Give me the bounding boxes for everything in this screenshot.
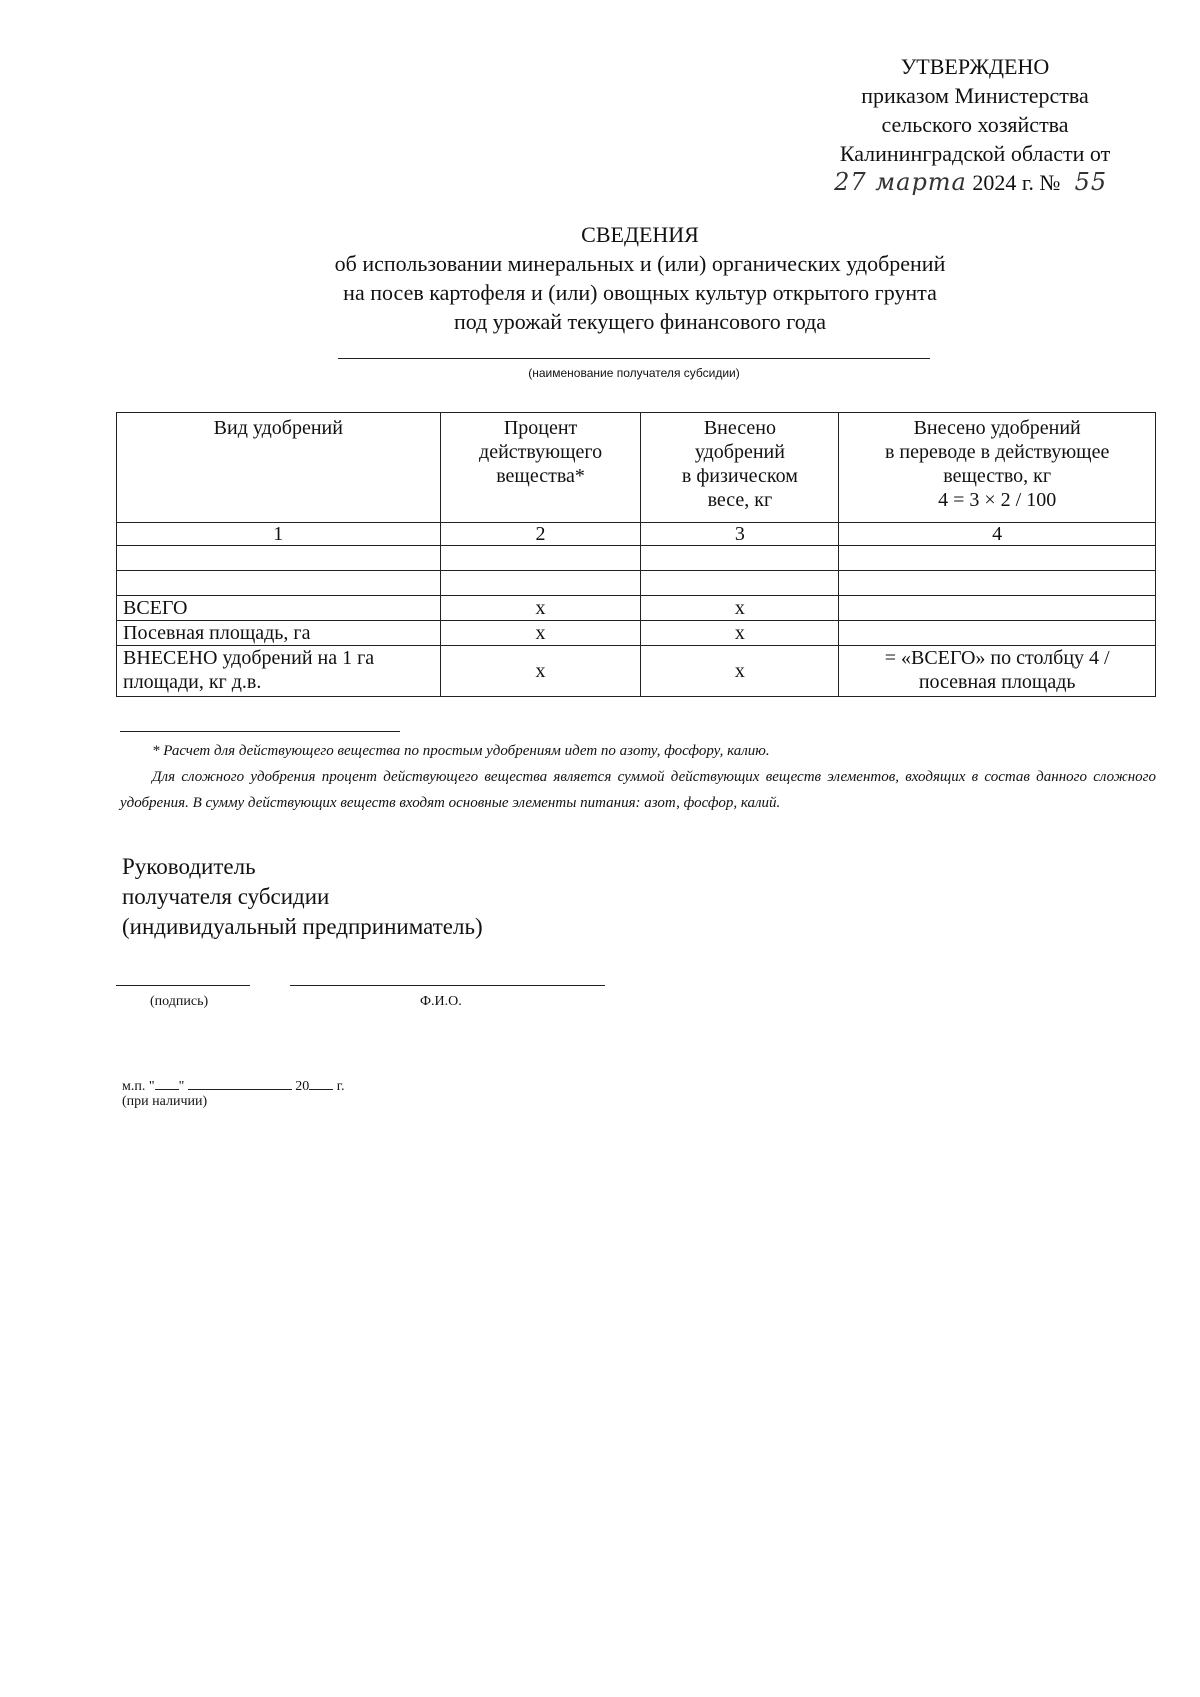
title-line-3: под урожай текущего финансового года	[453, 309, 827, 334]
header-text: 4 = 3 × 2 / 100	[938, 489, 1057, 511]
table-row-total	[117, 596, 1156, 621]
document-title	[240, 220, 1040, 336]
header-cell	[641, 413, 839, 523]
value-cell[interactable]	[839, 621, 1156, 646]
header-text: вещество, кг	[943, 465, 1052, 487]
signatory-block	[122, 852, 483, 942]
table-empty-row	[117, 571, 1156, 596]
title-line-1: об использовании минеральных и (или) органических удобрений	[334, 251, 946, 276]
stamp-date-line	[122, 1076, 344, 1096]
header-text: Внесено удобрений	[913, 417, 1081, 439]
year-field[interactable]	[309, 1076, 333, 1090]
row-label: ВСЕГО	[117, 596, 441, 621]
cross-mark: х	[641, 621, 839, 646]
empty-cell[interactable]	[839, 571, 1156, 596]
cross-mark: х	[440, 621, 641, 646]
cross-mark: х	[440, 646, 641, 697]
approval-year: 2024 г. №	[972, 170, 1061, 195]
cross-mark: х	[641, 646, 839, 697]
month-field[interactable]	[188, 1076, 292, 1090]
year-suffix: г.	[336, 1079, 345, 1094]
table-index-row	[117, 523, 1156, 546]
quote-close: "	[178, 1079, 185, 1094]
table-header-row	[117, 413, 1156, 523]
approval-date-line	[810, 168, 1140, 197]
table-row-per-hectare	[117, 646, 1156, 697]
table-empty-row	[117, 546, 1156, 571]
header-cell	[440, 413, 641, 523]
cross-mark: х	[641, 596, 839, 621]
header-cell	[117, 413, 441, 523]
title-heading: СВЕДЕНИЯ	[581, 222, 699, 247]
fertilizer-table	[116, 412, 1156, 697]
empty-cell[interactable]	[440, 571, 641, 596]
index-cell: 2	[440, 523, 641, 546]
header-text: в физическом	[681, 465, 798, 487]
cross-mark: х	[440, 596, 641, 621]
footnote-rule	[120, 731, 400, 732]
stamp-note: (при наличии)	[122, 1094, 208, 1109]
formula-cell	[839, 646, 1156, 697]
empty-cell[interactable]	[440, 546, 641, 571]
approval-block	[810, 52, 1140, 197]
approval-line-3: Калининградской области от	[839, 141, 1111, 166]
value-cell[interactable]	[839, 596, 1156, 621]
row-label-line: площади, кг д.в.	[123, 671, 262, 693]
index-cell: 4	[839, 523, 1156, 546]
empty-cell[interactable]	[117, 571, 441, 596]
formula-line: посевная площадь	[918, 671, 1076, 693]
header-text: в переводе в действующее	[884, 441, 1110, 463]
empty-cell[interactable]	[641, 546, 839, 571]
formula-line: = «ВСЕГО» по столбцу 4 /	[884, 647, 1110, 669]
header-text: удобрений	[694, 441, 785, 463]
empty-cell[interactable]	[641, 571, 839, 596]
empty-cell[interactable]	[117, 546, 441, 571]
header-text: весе, кг	[707, 489, 773, 511]
row-label: Посевная площадь, га	[117, 621, 441, 646]
header-cell	[839, 413, 1156, 523]
row-label	[117, 646, 441, 697]
header-text: Вид удобрений	[213, 417, 343, 439]
recipient-name-line	[338, 358, 930, 359]
signatory-line-3: (индивидуальный предприниматель)	[122, 914, 483, 939]
signature-caption: (подпись)	[150, 994, 209, 1009]
approval-line-2: сельского хозяйства	[881, 112, 1069, 137]
stamp-label: м.п. "	[122, 1079, 155, 1094]
index-cell: 3	[641, 523, 839, 546]
full-name-caption: Ф.И.О.	[420, 994, 462, 1009]
header-text: Внесено	[703, 417, 776, 439]
approval-number-handwritten: 55	[1074, 168, 1108, 196]
empty-cell[interactable]	[839, 546, 1156, 571]
table-row-area	[117, 621, 1156, 646]
approval-line-1: приказом Министерства	[861, 83, 1089, 108]
recipient-caption: (наименование получателя субсидии)	[528, 366, 740, 380]
year-prefix: 20	[295, 1079, 310, 1094]
signature-field[interactable]	[116, 985, 250, 986]
row-label-line: ВНЕСЕНО удобрений на 1 га	[123, 647, 375, 669]
approval-date-handwritten: 27 марта	[834, 168, 967, 196]
signatory-line-1: Руководитель	[122, 854, 256, 879]
header-text: действующего	[479, 441, 603, 463]
day-field[interactable]	[155, 1076, 179, 1090]
footnote-2: Для сложного удобрения процент действующего вещества является суммой действующих веществ элементов, входящих в состав данного сложного удобрения. В сумму действующих веществ входят основные элементы питания: азот, фосфор, калий.	[120, 769, 1156, 811]
header-text: вещества*	[496, 465, 585, 487]
signatory-line-2: получателя субсидии	[122, 884, 330, 909]
approval-heading: УТВЕРЖДЕНО	[900, 54, 1050, 79]
footnote-1: * Расчет для действующего вещества по простым удобрениям идет по азоту, фосфору, калию.	[152, 743, 770, 759]
title-line-2: на посев картофеля и (или) овощных культур открытого грунта	[343, 280, 937, 305]
full-name-field[interactable]	[290, 985, 605, 986]
index-cell: 1	[117, 523, 441, 546]
header-text: Процент	[503, 417, 578, 439]
